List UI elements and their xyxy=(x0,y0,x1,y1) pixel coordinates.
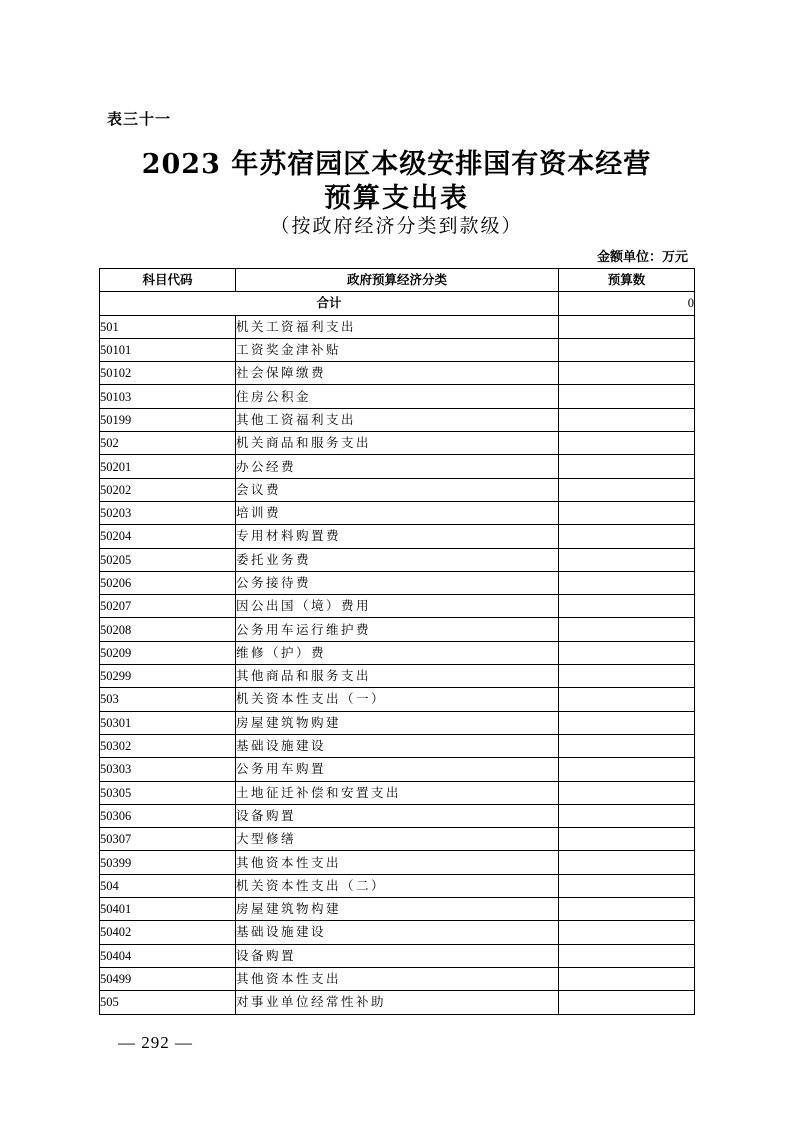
table-cell-name: 会议费 xyxy=(236,478,559,501)
table-cell-name: 社会保障缴费 xyxy=(236,362,559,385)
table-cell-name: 房屋建筑物构建 xyxy=(236,898,559,921)
budget-table xyxy=(99,268,695,1015)
table-cell-name: 因公出国（境）费用 xyxy=(236,595,559,618)
table-cell-amount xyxy=(559,338,695,361)
table-cell-name: 设备购置 xyxy=(236,944,559,967)
table-cell-code: 50302 xyxy=(100,734,236,757)
table-row xyxy=(100,408,695,431)
table-cell-code: 50306 xyxy=(100,804,236,827)
table-cell-code: 50399 xyxy=(100,851,236,874)
table-row xyxy=(100,921,695,944)
table-row xyxy=(100,501,695,524)
table-cell-name: 房屋建筑物购建 xyxy=(236,711,559,734)
table-cell-code: 50204 xyxy=(100,525,236,548)
table-cell-amount xyxy=(559,385,695,408)
table-row xyxy=(100,665,695,688)
table-cell-code: 504 xyxy=(100,874,236,897)
table-row xyxy=(100,804,695,827)
unit-label: 金额单位：万元 xyxy=(596,250,688,265)
table-cell-name: 大型修缮 xyxy=(236,828,559,851)
table-cell-amount xyxy=(559,641,695,664)
table-cell-amount xyxy=(559,804,695,827)
table-cell-code: 50207 xyxy=(100,595,236,618)
table-cell-amount xyxy=(559,408,695,431)
page-subtitle: （按政府经济分类到款级） xyxy=(270,215,523,237)
table-cell-amount xyxy=(559,525,695,548)
table-cell-code: 50299 xyxy=(100,665,236,688)
table-cell-code: 50203 xyxy=(100,501,236,524)
table-cell-name: 住房公积金 xyxy=(236,385,559,408)
table-cell-code: 50208 xyxy=(100,618,236,641)
table-row xyxy=(100,758,695,781)
table-cell-amount xyxy=(559,711,695,734)
table-cell-code: 50301 xyxy=(100,711,236,734)
table-cell-code: 502 xyxy=(100,432,236,455)
table-cell-amount xyxy=(559,898,695,921)
table-row xyxy=(100,548,695,571)
table-cell-amount xyxy=(559,828,695,851)
table-cell-amount xyxy=(559,781,695,804)
table-row xyxy=(100,781,695,804)
total-amount: 0 xyxy=(559,292,695,315)
table-cell-amount xyxy=(559,315,695,338)
table-cell-name: 办公经费 xyxy=(236,455,559,478)
table-row xyxy=(100,711,695,734)
table-cell-amount xyxy=(559,758,695,781)
table-cell-amount xyxy=(559,688,695,711)
table-cell-name: 公务接待费 xyxy=(236,571,559,594)
table-row xyxy=(100,991,695,1014)
table-cell-code: 50307 xyxy=(100,828,236,851)
table-cell-amount xyxy=(559,665,695,688)
table-row xyxy=(100,828,695,851)
table-row xyxy=(100,851,695,874)
table-row xyxy=(100,432,695,455)
table-cell-code: 50206 xyxy=(100,571,236,594)
table-cell-name: 对事业单位经常性补助 xyxy=(236,991,559,1014)
table-cell-amount xyxy=(559,571,695,594)
table-cell-amount xyxy=(559,432,695,455)
table-row xyxy=(100,734,695,757)
table-cell-name: 其他商品和服务支出 xyxy=(236,665,559,688)
table-cell-amount xyxy=(559,874,695,897)
table-cell-code: 50101 xyxy=(100,338,236,361)
table-cell-amount xyxy=(559,455,695,478)
table-cell-amount xyxy=(559,548,695,571)
table-cell-amount xyxy=(559,595,695,618)
table-row xyxy=(100,478,695,501)
table-cell-name: 机关商品和服务支出 xyxy=(236,432,559,455)
table-label: 表三十一 xyxy=(107,110,172,128)
table-cell-name: 设备购置 xyxy=(236,804,559,827)
table-cell-code: 50402 xyxy=(100,921,236,944)
table-cell-name: 维修（护）费 xyxy=(236,641,559,664)
total-label: 合计 xyxy=(100,292,559,315)
table-row xyxy=(100,315,695,338)
table-cell-code: 50103 xyxy=(100,385,236,408)
table-cell-amount xyxy=(559,501,695,524)
table-cell-name: 机关工资福利支出 xyxy=(236,315,559,338)
table-cell-amount xyxy=(559,921,695,944)
table-cell-name: 土地征迁补偿和安置支出 xyxy=(236,781,559,804)
table-cell-amount xyxy=(559,991,695,1014)
page-title: 2023 年苏宿园区本级安排国有资本经营 xyxy=(141,149,652,180)
table-cell-amount xyxy=(559,734,695,757)
total-row xyxy=(100,292,695,315)
table-row xyxy=(100,338,695,361)
table-cell-name: 培训费 xyxy=(236,501,559,524)
table-cell-code: 50202 xyxy=(100,478,236,501)
table-cell-name: 专用材料购置费 xyxy=(236,525,559,548)
table-cell-name: 其他资本性支出 xyxy=(236,851,559,874)
column-header-category: 政府预算经济分类 xyxy=(236,269,559,292)
table-row xyxy=(100,455,695,478)
table-row xyxy=(100,967,695,990)
table-cell-amount xyxy=(559,944,695,967)
table-cell-name: 公务用车运行维护费 xyxy=(236,618,559,641)
table-row xyxy=(100,898,695,921)
column-header-code: 科目代码 xyxy=(100,269,236,292)
table-cell-name: 公务用车购置 xyxy=(236,758,559,781)
table-cell-code: 50209 xyxy=(100,641,236,664)
table-cell-code: 50199 xyxy=(100,408,236,431)
table-cell-name: 其他工资福利支出 xyxy=(236,408,559,431)
table-cell-name: 基础设施建设 xyxy=(236,921,559,944)
table-cell-code: 505 xyxy=(100,991,236,1014)
table-cell-amount xyxy=(559,478,695,501)
table-row xyxy=(100,525,695,548)
table-cell-name: 其他资本性支出 xyxy=(236,967,559,990)
table-cell-name: 委托业务费 xyxy=(236,548,559,571)
table-row xyxy=(100,874,695,897)
table-cell-code: 50102 xyxy=(100,362,236,385)
table-cell-code: 50201 xyxy=(100,455,236,478)
table-row xyxy=(100,595,695,618)
table-cell-code: 50205 xyxy=(100,548,236,571)
table-cell-amount xyxy=(559,618,695,641)
table-cell-code: 50303 xyxy=(100,758,236,781)
table-row xyxy=(100,688,695,711)
table-cell-code: 50404 xyxy=(100,944,236,967)
table-row xyxy=(100,641,695,664)
table-cell-code: 50499 xyxy=(100,967,236,990)
table-cell-name: 机关资本性支出（二） xyxy=(236,874,559,897)
table-cell-name: 基础设施建设 xyxy=(236,734,559,757)
table-cell-code: 50401 xyxy=(100,898,236,921)
table-row xyxy=(100,618,695,641)
page-title-line2: 预算支出表 xyxy=(324,183,469,214)
table-cell-code: 503 xyxy=(100,688,236,711)
column-header-amount: 预算数 xyxy=(559,269,695,292)
table-cell-amount xyxy=(559,362,695,385)
table-cell-amount xyxy=(559,967,695,990)
table-row xyxy=(100,385,695,408)
table-cell-code: 501 xyxy=(100,315,236,338)
table-row xyxy=(100,944,695,967)
page-number: — 292 — xyxy=(118,1033,193,1052)
table-cell-name: 机关资本性支出（一） xyxy=(236,688,559,711)
table-cell-name: 工资奖金津补贴 xyxy=(236,338,559,361)
table-cell-amount xyxy=(559,851,695,874)
table-cell-code: 50305 xyxy=(100,781,236,804)
table-header-row xyxy=(100,269,695,292)
table-row xyxy=(100,571,695,594)
table-row xyxy=(100,362,695,385)
